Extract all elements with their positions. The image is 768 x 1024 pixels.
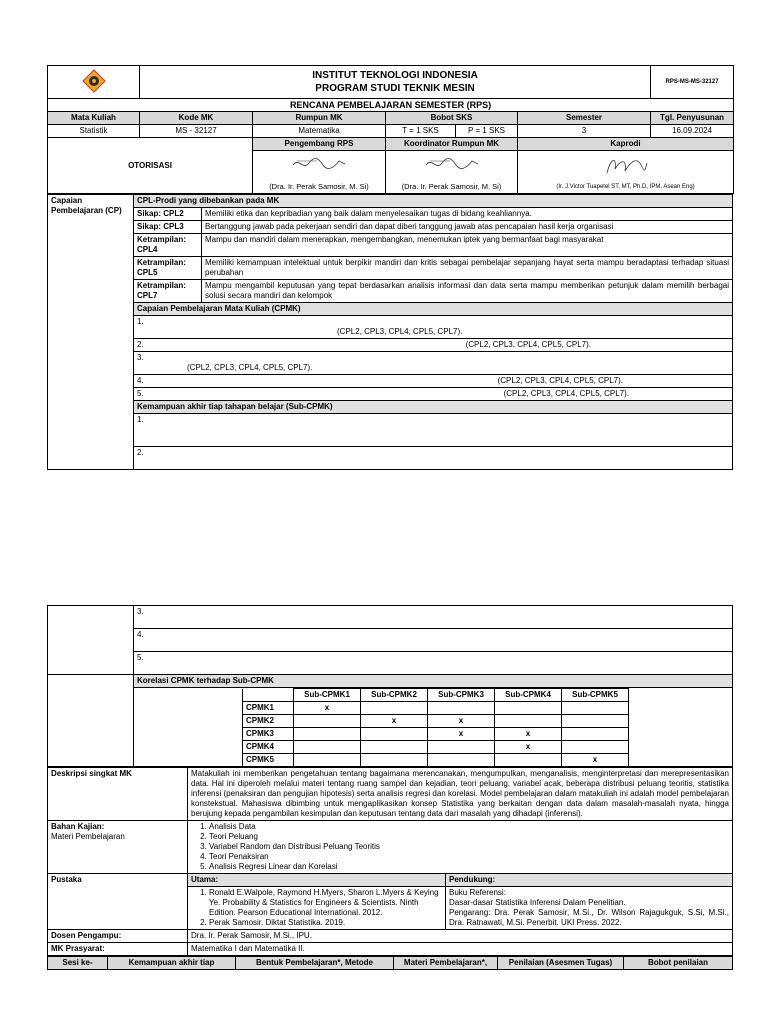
signature-scribble-icon bbox=[601, 155, 651, 177]
course-code: MS - 32127 bbox=[140, 125, 253, 138]
col-rumpun-mk: Rumpun MK bbox=[253, 112, 386, 125]
sub-cpmk-heading: Kemampuan akhir tiap tahapan belajar (Sub-CPMK) bbox=[134, 401, 733, 414]
course-values-row bbox=[48, 125, 734, 138]
col-bentuk: Bentuk Pembelajaran*, Metode bbox=[236, 957, 394, 970]
col-materi: Materi Pembelajaran*, bbox=[394, 957, 498, 970]
rps-title: RENCANA PEMBELAJARAN SEMESTER (RPS) bbox=[48, 99, 734, 112]
cpl-row: Ketrampilan: CPL5 Memiliki kemampuan intelektual untuk berpikir mandiri dan kritis sebagai pembelajar sepanjang hayat serta mampu beradaptasi terhadap situasi perubahan bbox=[48, 257, 733, 280]
pustaka-utama-label: Utama: bbox=[188, 874, 446, 887]
cpl-row: Sikap: CPL2 Memiliki etika dan kepribadian yang baik dalam menyelesaikan tugas di bidang keahliannya. bbox=[48, 208, 733, 221]
cpl-row: Sikap: CPL3 Bertanggung jawab pada pekerjaan sendiri dan dapat diberi tanggung jawab atas pencapaian hasil kerja organisasi bbox=[48, 221, 733, 234]
course-semester: 3 bbox=[518, 125, 651, 138]
col-kemampuan: Kemampuan akhir tiap bbox=[108, 957, 236, 970]
list-item: 2. Perak Samosir. Diktat Statistika. 2019. bbox=[209, 918, 442, 928]
cp-label: Capaian Pembelajaran (CP) bbox=[48, 195, 134, 470]
list-item: 5. Analisis Regresi Linear dan Korelasi bbox=[209, 862, 729, 872]
bahan-list bbox=[188, 821, 733, 874]
sub-cpmk-row: 5. bbox=[48, 652, 733, 675]
prasyarat-value: Matematika I dan Matematika II. bbox=[188, 943, 733, 956]
doc-code: RPS-MS-MS-32127 bbox=[651, 66, 734, 99]
cpmk-row: 5. (CPL2, CPL3, CPL4, CPL5, CPL7). bbox=[48, 388, 733, 401]
pustaka-pendukung-label: Pendukung: bbox=[446, 874, 733, 887]
list-item: 1. Analisis Data bbox=[209, 822, 729, 832]
rps-page-1 bbox=[47, 65, 733, 470]
signature-scribble-icon bbox=[289, 155, 349, 173]
bahan-label: Bahan Kajian: Materi Pembelajaran bbox=[48, 821, 188, 874]
deskripsi-label: Deskripsi singkat MK bbox=[48, 768, 188, 821]
col-bobot-sks: Bobot SKS bbox=[386, 112, 518, 125]
cpl-row: Ketrampilan: CPL7 Mampu mengambil keputusan yang tepat berdasarkan analisis informasi dan data serta mampu memberikan petunjuk dalam memilih berbagai solusi secara mandiri dan kelompok bbox=[48, 280, 733, 303]
list-item: 2. Teori Peluang bbox=[209, 832, 729, 842]
korelasi-matrix: Sub-CPMK1 Sub-CPMK2 Sub-CPMK3 Sub-CPMK4 Sub-CPMK5 CPMK1 x CPMK2 x x CPMK3 x x CPMK4 x CPMK5 x bbox=[242, 688, 629, 766]
col-penilaian: Penilaian (Asesmen Tugas) bbox=[498, 957, 624, 970]
otorisasi-label: OTORISASI bbox=[48, 138, 253, 194]
role-kaprodi: Kaprodi bbox=[518, 138, 734, 151]
role-pengembang: Pengembang RPS bbox=[253, 138, 386, 151]
list-item: 1. Ronald E.Walpole, Raymond H.Myers, Sharon L.Myers & Keying Ye. Probability & Statistics for Engineers & Scientists. Ninth Edition. Pearson Educational International. 2012. bbox=[209, 888, 442, 918]
col-bobot: Bobot penilaian bbox=[624, 957, 733, 970]
signature-koordinator bbox=[386, 151, 518, 194]
col-tgl-penyusunan: Tgl. Penyusunan bbox=[651, 112, 734, 125]
role-koordinator: Koordinator Rumpun MK bbox=[386, 138, 518, 151]
col-kode-mk: Kode MK bbox=[140, 112, 253, 125]
korelasi-row: CPMK3 x x bbox=[243, 728, 629, 741]
korelasi-matrix-cell bbox=[134, 688, 733, 767]
cpmk-row: 3. (CPL2, CPL3, CPL4, CPL5, CPL7). bbox=[48, 352, 733, 375]
prasyarat-label: MK Prasyarat: bbox=[48, 943, 188, 956]
course-header-row bbox=[48, 112, 734, 125]
dosen-value: Dra. Ir. Perak Samosir, M.Si., IPU. bbox=[188, 930, 733, 943]
course-date: 16.09.2024 bbox=[651, 125, 734, 138]
cpl-heading: CPL-Prodi yang dibebankan pada MK bbox=[134, 195, 733, 208]
pustaka-utama bbox=[188, 887, 446, 930]
korelasi-row: CPMK5 x bbox=[243, 754, 629, 767]
cpmk-row: 1. (CPL2, CPL3, CPL4, CPL5, CPL7). bbox=[48, 316, 733, 339]
sub-cpmk-row: 4. bbox=[48, 629, 733, 652]
cpmk-row: 2. (CPL2, CPL3, CPL4, CPL5, CPL7). bbox=[48, 339, 733, 352]
cpmk-heading: Capaian Pembelajaran Mata Kuliah (CPMK) bbox=[134, 303, 733, 316]
name-pengembang: (Dra. Ir. Perak Samosir, M. Si) bbox=[269, 182, 369, 191]
deskripsi-text: Matakuliah ini memberikan pengetahuan tentang bagaimana merencanakan, mengumpulkan, menganalisis, menginterpretasi dan merepresentasikan data. Hal ini diperoleh melalui materi tentang ruang sampel dan kejadian, teori peluang, variabel acak, beberapa distribusi peluang teoritis, statistika inferensi (penaksiran dan pengujian hipotesis) serta analisis regresi dan korelasi. Model pembelajaran dalam matakuliah ini adalah model pembelajaran konstekstual. Mahasiswa dibimbing untuk mengaplikasikan konsep Statistika yang berkaitan dengan data dalam masalah-masalah nyata, hingga berujung kepada pengambilan kesimpulan dan keputusan tentang data dari masalah yang dihadapi (inferensi). bbox=[188, 768, 733, 821]
list-item: 3. Variabel Random dan Distribusi Peluang Teoritis bbox=[209, 842, 729, 852]
signature-pengembang bbox=[253, 151, 386, 194]
dosen-label: Dosen Pengampu: bbox=[48, 930, 188, 943]
rps-header-table bbox=[47, 65, 734, 194]
sub-cpmk-row: 2. bbox=[48, 447, 733, 470]
signature-scribble-icon bbox=[422, 155, 482, 173]
course-rumpun: Matematika bbox=[253, 125, 386, 138]
col-sesi: Sesi ke- bbox=[48, 957, 108, 970]
pustaka-pendukung: Buku Referensi: Dasar-dasar Statistika Inferensi Dalam Penelitian. Pengarang: Dra. Perak Samosir, M.Si., Dr. Wilson Rajagukguk, S.Si, M.Si., Dra. Ratnawati, M.Si. Penerbit. UKI Press. 2022. bbox=[446, 887, 733, 930]
col-semester: Semester bbox=[518, 112, 651, 125]
rps-page-2 bbox=[47, 605, 733, 970]
cp-table bbox=[47, 194, 733, 470]
course-name: Statistik bbox=[48, 125, 140, 138]
name-kaprodi: (Ir. J.Victor Tuapetel ST, MT, Ph.D, IPM, Asean Eng) bbox=[556, 184, 695, 190]
logo-cell bbox=[48, 66, 140, 99]
institution-title: INSTITUT TEKNOLOGI INDONESIA PROGRAM STUDI TEKNIK MESIN bbox=[140, 66, 651, 99]
korelasi-row: CPMK1 x bbox=[243, 702, 629, 715]
korelasi-heading: Korelasi CPMK terhadap Sub-CPMK bbox=[134, 675, 733, 688]
details-table bbox=[47, 767, 733, 956]
cpl-row: Ketrampilan: CPL4 Mampu dan mandiri dalam menerapkan, mengembangkan, menemukan iptek yang bermanfaat bagi masyarakat bbox=[48, 234, 733, 257]
col-mata-kuliah: Mata Kuliah bbox=[48, 112, 140, 125]
session-header-table bbox=[47, 956, 733, 970]
sub-cpmk-row: 3. bbox=[48, 606, 733, 629]
sub-cpmk-row: 1. bbox=[48, 414, 733, 447]
list-item: 4. Teori Penaksiran bbox=[209, 852, 729, 862]
name-koordinator: (Dra. Ir. Perak Samosir, M. Si) bbox=[401, 182, 502, 191]
korelasi-row: CPMK2 x x bbox=[243, 715, 629, 728]
cp-table-continued bbox=[47, 605, 733, 767]
korelasi-row: CPMK4 x bbox=[243, 741, 629, 754]
sks-practice: P = 1 SKS bbox=[456, 125, 518, 138]
cpmk-row: 4. (CPL2, CPL3, CPL4, CPL5, CPL7). bbox=[48, 375, 733, 388]
sks-theory: T = 1 SKS bbox=[386, 125, 456, 138]
signature-kaprodi bbox=[518, 151, 734, 194]
institution-logo-icon bbox=[82, 69, 106, 93]
pustaka-label: Pustaka bbox=[48, 874, 188, 930]
